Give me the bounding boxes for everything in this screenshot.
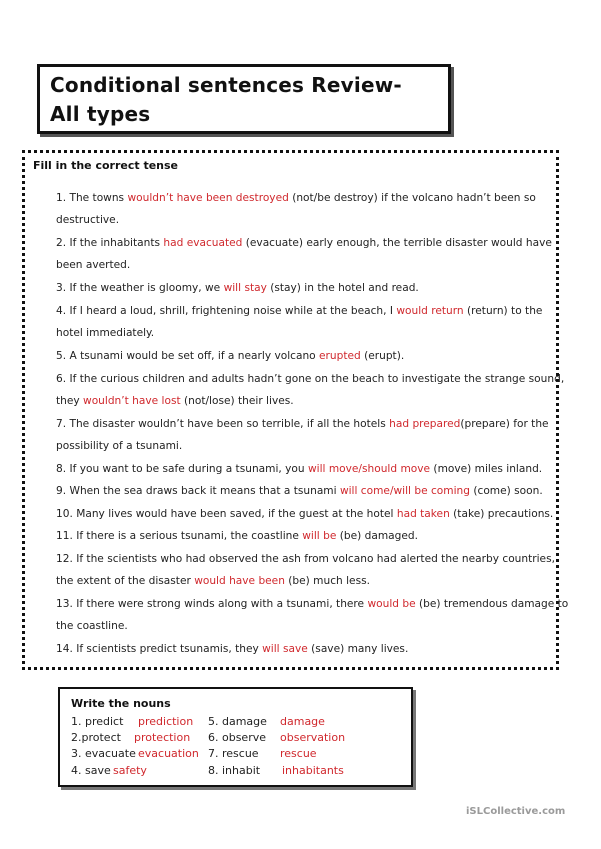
sentence-text: (erupt).	[360, 350, 405, 362]
sentence-text: possibility of a tsunami.	[56, 440, 183, 452]
sentence-text: 12. If the scientists who had observed the ash from volcano had alerted the nearby countries,	[56, 553, 555, 565]
exercise-line	[56, 326, 154, 340]
answer-text: would be	[367, 598, 416, 610]
sentence-text: (not/be destroy) if the volcano hadn’t been so	[288, 192, 536, 204]
sentence-text: 1. The towns	[56, 192, 128, 204]
noun-answer-4: safety	[113, 764, 147, 777]
exercise-line	[56, 394, 294, 408]
noun-verb-7: 7. rescue	[208, 747, 259, 760]
exercise-line	[56, 507, 553, 521]
noun-answer-3: evacuation	[138, 747, 199, 760]
exercise-line	[56, 619, 128, 633]
exercise-line	[56, 597, 568, 611]
sentence-text: hotel immediately.	[56, 327, 155, 339]
sentence-text: the extent of the disaster	[56, 575, 195, 587]
exercise-line	[56, 552, 555, 566]
sentence-text: 6. If the curious children and adults hadn’t gone on the beach to investigate the strange sound,	[56, 373, 565, 385]
sentence-text: 10. Many lives would have been saved, if the guest at the hotel	[56, 508, 397, 520]
noun-verb-1: 1. predict	[71, 715, 124, 728]
sentence-text: (return) to the	[463, 305, 543, 317]
exercise-line	[56, 258, 130, 272]
answer-text: will stay	[223, 282, 267, 294]
exercise-line	[56, 281, 419, 295]
exercise-line	[56, 574, 370, 588]
answer-text: would have been	[194, 575, 285, 587]
noun-answer-7: rescue	[280, 747, 317, 760]
answer-text: had taken	[396, 508, 450, 520]
sentence-text: (stay) in the hotel and read.	[266, 282, 419, 294]
noun-answer-5: damage	[280, 715, 325, 728]
noun-verb-4: 4. save	[71, 764, 111, 777]
title-box	[37, 64, 451, 134]
sentence-text: (not/lose) their lives.	[180, 395, 294, 407]
exercise-line	[56, 417, 549, 431]
nouns-heading: Write the nouns	[71, 697, 171, 710]
sentence-text: (come) soon.	[470, 485, 543, 497]
answer-text: had evacuated	[163, 237, 243, 249]
noun-verb-5: 5. damage	[208, 715, 267, 728]
title-line-1: Conditional sentences Review-	[50, 73, 402, 97]
answer-text: will come/will be coming	[339, 485, 470, 497]
sentence-text: (be) damaged.	[336, 530, 418, 542]
answer-text: will be	[302, 530, 337, 542]
answer-text: will move/should move	[307, 463, 431, 475]
noun-answer-6: observation	[280, 731, 346, 744]
sentence-text: they	[56, 395, 84, 407]
exercise-line	[56, 462, 542, 476]
sentence-text: (be) tremendous damage to	[415, 598, 569, 610]
answer-text: erupted	[319, 350, 361, 362]
exercise-line	[56, 304, 542, 318]
sentence-text: 8. If you want to be safe during a tsunami, you	[56, 463, 308, 475]
answer-text: will save	[262, 643, 308, 655]
exercise-line	[56, 236, 552, 250]
exercise-line	[56, 349, 404, 363]
sentence-text: (move) miles inland.	[430, 463, 543, 475]
sentence-text: 7. The disaster wouldn’t have been so terrible, if all the hotels	[56, 418, 390, 430]
fill-in-exercise-box	[22, 150, 569, 670]
exercise-line	[56, 439, 182, 453]
sentence-text: 9. When the sea draws back it means that a tsunami	[56, 485, 340, 497]
noun-answer-2: protection	[134, 731, 191, 744]
title-line-2: All types	[50, 102, 151, 126]
exercise-line	[56, 529, 418, 543]
exercise-line	[56, 191, 536, 205]
sentence-text: (evacuate) early enough, the terrible disaster would have	[242, 237, 552, 249]
exercise-line	[56, 642, 408, 656]
watermark: iSLCollective.com	[466, 806, 566, 817]
exercise-heading: Fill in the correct tense	[33, 159, 179, 172]
answer-text: had prepared	[389, 418, 461, 430]
sentence-text: been averted.	[56, 259, 131, 271]
sentence-text: (save) many lives.	[307, 643, 409, 655]
answer-text: wouldn’t have lost	[83, 395, 181, 407]
exercise-line	[56, 372, 564, 386]
noun-verb-2: 2.protect	[71, 731, 121, 744]
noun-verb-6: 6. observe	[208, 731, 267, 744]
noun-verb-8: 8. inhabit	[208, 764, 261, 777]
sentence-text: (prepare) for the	[460, 418, 549, 430]
sentence-text: 5. A tsunami would be set off, if a nearly volcano	[56, 350, 320, 362]
sentence-text: 11. If there is a serious tsunami, the coastline	[56, 530, 303, 542]
sentence-text: 3. If the weather is gloomy, we	[56, 282, 224, 294]
answer-text: wouldn’t have been destroyed	[127, 192, 289, 204]
noun-verb-3: 3. evacuate	[71, 747, 136, 760]
exercise-line	[56, 484, 543, 498]
sentence-text: 4. If I heard a loud, shrill, frightening noise while at the beach, I	[56, 305, 397, 317]
nouns-exercise-box	[58, 687, 413, 787]
sentence-text: (take) precautions.	[449, 508, 554, 520]
noun-answer-8: inhabitants	[282, 764, 344, 777]
sentence-text: 14. If scientists predict tsunamis, they	[56, 643, 263, 655]
sentence-text: 2. If the inhabitants	[56, 237, 164, 249]
answer-text: would return	[396, 305, 464, 317]
sentence-text: (be) much less.	[284, 575, 370, 587]
noun-answer-1: prediction	[138, 715, 194, 728]
sentence-text: the coastline.	[56, 620, 128, 632]
sentence-text: 13. If there were strong winds along with a tsunami, there	[56, 598, 368, 610]
exercise-line	[56, 213, 119, 227]
sentence-text: destructive.	[56, 214, 120, 226]
